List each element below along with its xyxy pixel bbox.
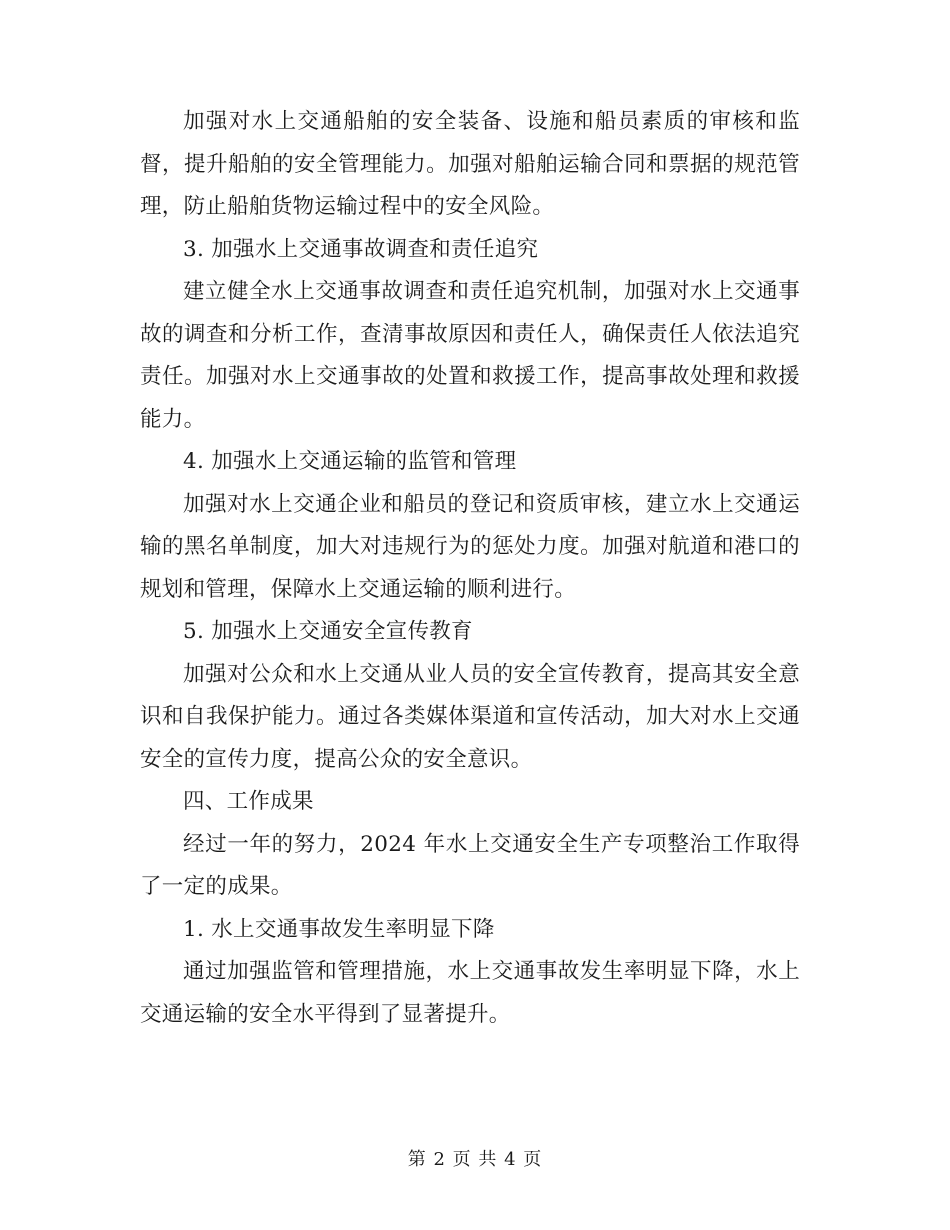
section-heading-safety-education: 5. 加强水上交通安全宣传教育 — [183, 619, 473, 644]
page-number-footer: 第 2 页 共 4 页 — [407, 1149, 543, 1170]
paragraph-accident-rate: 通过加强监管和管理措施，水上交通事故发生率明显下降，水上交通运输的安全水平得到了显著提升。 — [140, 959, 800, 1027]
paragraph-ship-safety: 加强对水上交通船舶的安全装备、设施和船员素质的审核和监督，提升船舶的安全管理能力。加强对船舶运输合同和票据的规范管理，防止船舶货物运输过程中的安全风险。 — [140, 109, 800, 219]
section-heading-transport-supervision: 4. 加强水上交通运输的监管和管理 — [183, 449, 517, 474]
paragraph-safety-education: 加强对公众和水上交通从业人员的安全宣传教育，提高其安全意识和自我保护能力。通过各类媒体渠道和宣传活动，加大对水上交通安全的宣传力度，提高公众的安全意识。 — [140, 661, 800, 772]
document-body — [140, 101, 800, 1036]
section-heading-work-results: 四、工作成果 — [183, 789, 314, 814]
section-heading-accident-investigation: 3. 加强水上交通事故调查和责任追究 — [183, 236, 539, 262]
paragraph-work-results: 经过一年的努力，2024 年水上交通安全生产专项整治工作取得了一定的成果。 — [140, 831, 800, 899]
paragraph-transport-supervision: 加强对水上交通企业和船员的登记和资质审核，建立水上交通运输的黑名单制度，加大对违规行为的惩处力度。加强对航道和港口的规划和管理，保障水上交通运输的顺利进行。 — [140, 491, 800, 602]
paragraph-accident-investigation: 建立健全水上交通事故调查和责任追究机制，加强对水上交通事故的调查和分析工作，查清事故原因和责任人，确保责任人依法追究责任。加强对水上交通事故的处置和救援工作，提高事故处理和救援能力。 — [140, 279, 800, 432]
section-heading-accident-rate: 1. 水上交通事故发生率明显下降 — [183, 916, 495, 942]
